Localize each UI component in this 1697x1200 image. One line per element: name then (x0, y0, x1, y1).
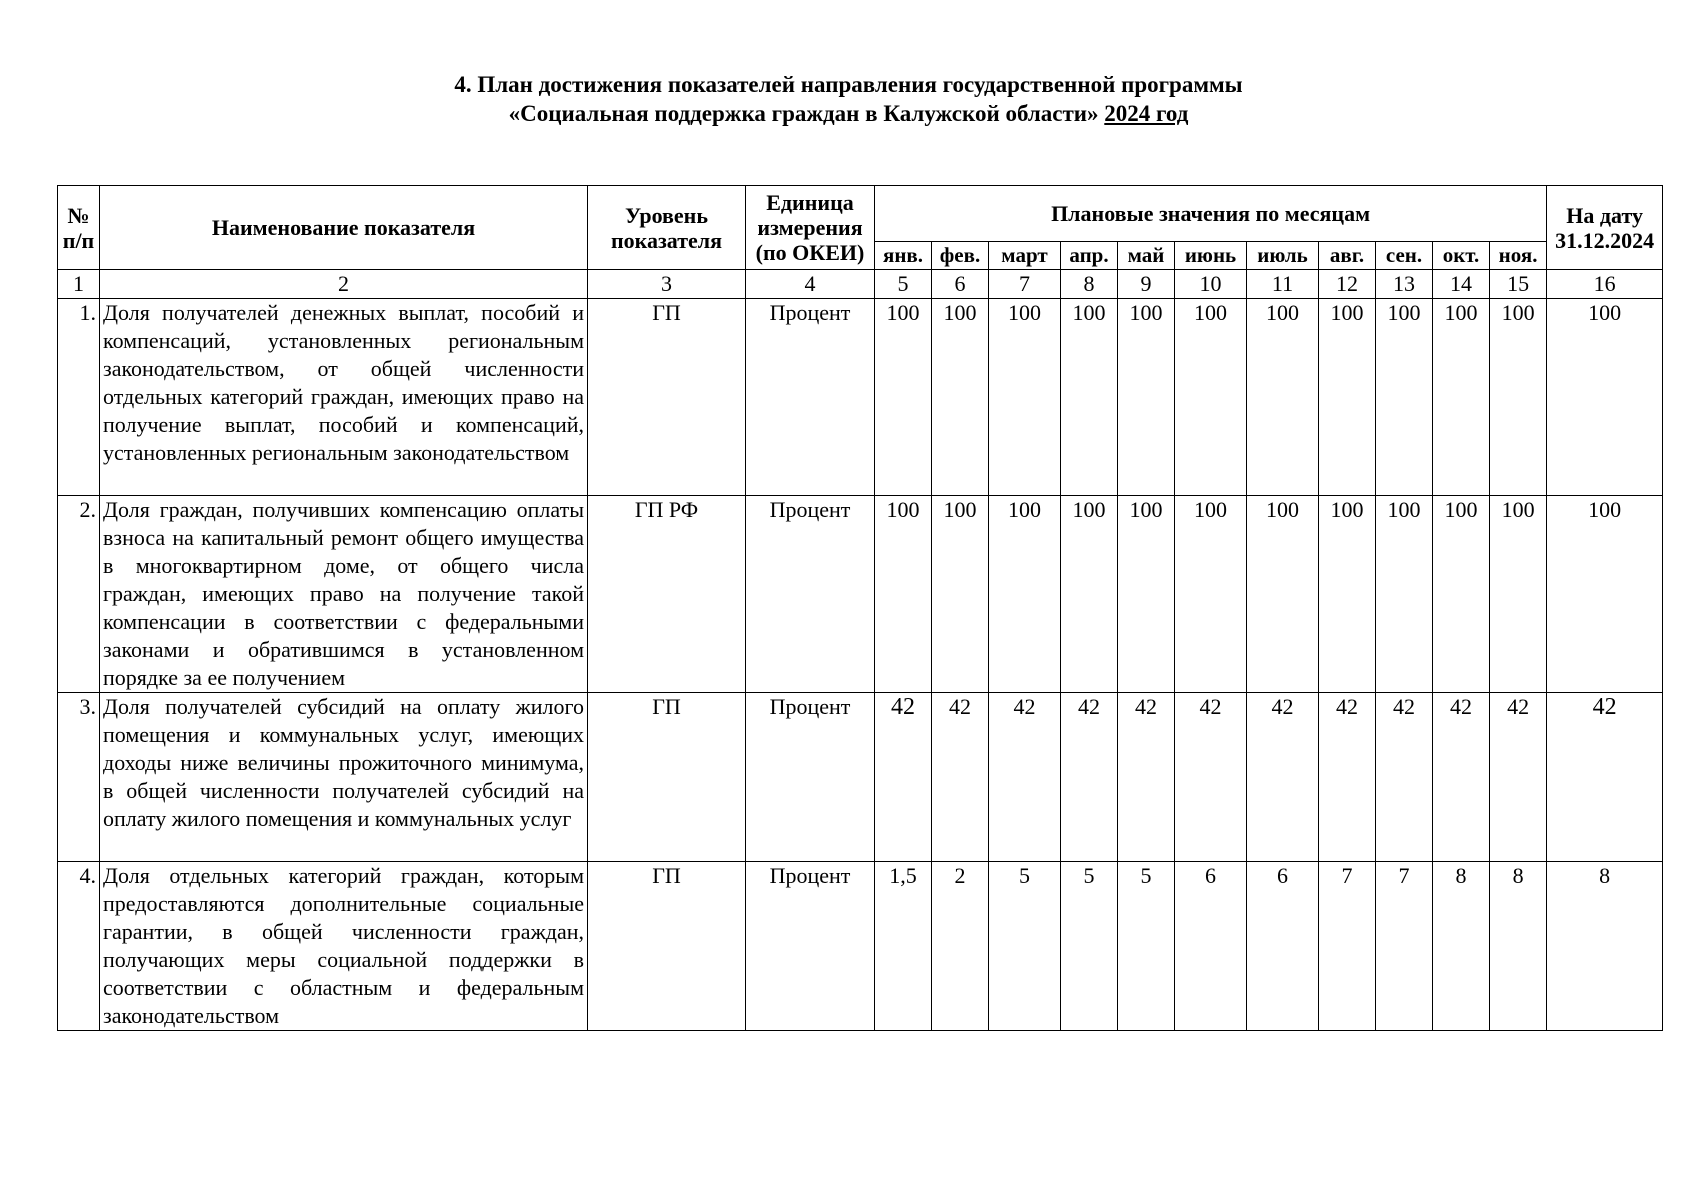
final-value: 100 (1547, 299, 1663, 496)
month-value: 100 (932, 299, 989, 496)
column-number: 11 (1247, 270, 1319, 299)
indicator-level: ГП (588, 862, 746, 1031)
column-number: 16 (1547, 270, 1663, 299)
month-value: 100 (989, 299, 1061, 496)
month-value: 1,5 (875, 862, 932, 1031)
header-month: окт. (1433, 242, 1490, 270)
final-value: 8 (1547, 862, 1663, 1031)
indicator-name: Доля получателей субсидий на оплату жилого помещения и коммунальных услуг, имеющих доходы ниже величины прожиточного минимума, в общей численности получателей субсидий на оплату жилого помещения и коммунальных услуг (100, 693, 588, 862)
header-month: ноя. (1490, 242, 1547, 270)
final-value: 42 (1547, 693, 1663, 862)
month-value: 5 (1061, 862, 1118, 1031)
table-row (58, 496, 1663, 693)
header-month: сен. (1376, 242, 1433, 270)
month-value: 100 (1175, 496, 1247, 693)
header-final-date: На дату 31.12.2024 (1547, 186, 1663, 270)
column-number: 10 (1175, 270, 1247, 299)
month-value: 42 (1175, 693, 1247, 862)
column-number: 13 (1376, 270, 1433, 299)
month-value: 5 (1118, 862, 1175, 1031)
month-value: 100 (1490, 299, 1547, 496)
month-value: 42 (1247, 693, 1319, 862)
month-value: 100 (875, 496, 932, 693)
indicator-name: Доля получателей денежных выплат, пособий и компенсаций, установленных региональным законодательством, от общей численности отдельных категорий граждан, имеющих право на получение выплат, пособий и компенсаций, установленных региональным законодательством (100, 299, 588, 496)
indicator-unit: Процент (746, 693, 875, 862)
column-number: 2 (100, 270, 588, 299)
header-month: янв. (875, 242, 932, 270)
month-value: 100 (1433, 496, 1490, 693)
month-value: 8 (1433, 862, 1490, 1031)
month-value: 42 (1433, 693, 1490, 862)
month-value: 7 (1376, 862, 1433, 1031)
month-value: 42 (1061, 693, 1118, 862)
row-number: 2. (58, 496, 100, 693)
table-row (58, 299, 1663, 496)
month-value: 100 (932, 496, 989, 693)
month-value: 42 (1376, 693, 1433, 862)
month-value: 8 (1490, 862, 1547, 1031)
month-value: 6 (1247, 862, 1319, 1031)
column-number: 5 (875, 270, 932, 299)
month-value: 100 (1175, 299, 1247, 496)
month-value: 100 (1376, 299, 1433, 496)
column-number: 15 (1490, 270, 1547, 299)
document-title (0, 70, 1697, 128)
header-month: фев. (932, 242, 989, 270)
title-line-1: 4. План достижения показателей направления государственной программы (454, 72, 1243, 97)
column-number: 12 (1319, 270, 1376, 299)
month-value: 100 (1376, 496, 1433, 693)
month-value: 100 (1061, 496, 1118, 693)
indicator-level: ГП (588, 693, 746, 862)
month-value: 5 (989, 862, 1061, 1031)
month-value: 100 (1118, 299, 1175, 496)
column-number: 4 (746, 270, 875, 299)
month-value: 100 (1118, 496, 1175, 693)
month-value: 42 (1319, 693, 1376, 862)
month-value: 7 (1319, 862, 1376, 1031)
month-value: 100 (1433, 299, 1490, 496)
column-number: 7 (989, 270, 1061, 299)
row-number: 1. (58, 299, 100, 496)
header-month: март (989, 242, 1061, 270)
header-level: Уровень показателя (588, 186, 746, 270)
month-value: 42 (1118, 693, 1175, 862)
header-month: июль (1247, 242, 1319, 270)
month-value: 100 (1319, 299, 1376, 496)
header-month: апр. (1061, 242, 1118, 270)
indicator-unit: Процент (746, 862, 875, 1031)
month-value: 100 (1061, 299, 1118, 496)
indicators-plan-table (57, 185, 1663, 1031)
month-value: 100 (875, 299, 932, 496)
table-row (58, 693, 1663, 862)
header-name: Наименование показателя (100, 186, 588, 270)
month-value: 2 (932, 862, 989, 1031)
column-number: 3 (588, 270, 746, 299)
indicator-unit: Процент (746, 299, 875, 496)
month-value: 100 (1490, 496, 1547, 693)
month-value: 100 (989, 496, 1061, 693)
indicator-name: Доля отдельных категорий граждан, которым предоставляются дополнительные социальные гарантии, в общей численности граждан, получающих меры социальной поддержки в соответствии с областным и федеральным законодательством (100, 862, 588, 1031)
month-value: 42 (875, 693, 932, 862)
indicator-name: Доля граждан, получивших компенсацию оплаты взноса на капитальный ремонт общего имущества в многоквартирном доме, от общего числа граждан, имеющих право на получение такой компенсации в соответствии с федеральными законами и обратившимся в установленном порядке за ее получением (100, 496, 588, 693)
month-value: 42 (1490, 693, 1547, 862)
column-number: 8 (1061, 270, 1118, 299)
row-number: 3. (58, 693, 100, 862)
column-number: 6 (932, 270, 989, 299)
indicator-level: ГП РФ (588, 496, 746, 693)
month-value: 100 (1319, 496, 1376, 693)
title-program-name: «Социальная поддержка граждан в Калужской области» (508, 101, 1105, 126)
column-numbers-row (58, 270, 1663, 299)
month-value: 6 (1175, 862, 1247, 1031)
header-num: № п/п (58, 186, 100, 270)
header-month: май (1118, 242, 1175, 270)
month-value: 42 (932, 693, 989, 862)
column-number: 14 (1433, 270, 1490, 299)
header-month: авг. (1319, 242, 1376, 270)
final-value: 100 (1547, 496, 1663, 693)
indicator-level: ГП (588, 299, 746, 496)
header-unit: Единица измерения (по ОКЕИ) (746, 186, 875, 270)
row-number: 4. (58, 862, 100, 1031)
column-number: 9 (1118, 270, 1175, 299)
title-year: 2024 год (1104, 101, 1189, 126)
month-value: 100 (1247, 496, 1319, 693)
indicator-unit: Процент (746, 496, 875, 693)
table-row (58, 862, 1663, 1031)
month-value: 42 (989, 693, 1061, 862)
month-value: 100 (1247, 299, 1319, 496)
header-month: июнь (1175, 242, 1247, 270)
header-plan: Плановые значения по месяцам (875, 186, 1547, 242)
title-line-2 (0, 99, 1697, 128)
column-number: 1 (58, 270, 100, 299)
